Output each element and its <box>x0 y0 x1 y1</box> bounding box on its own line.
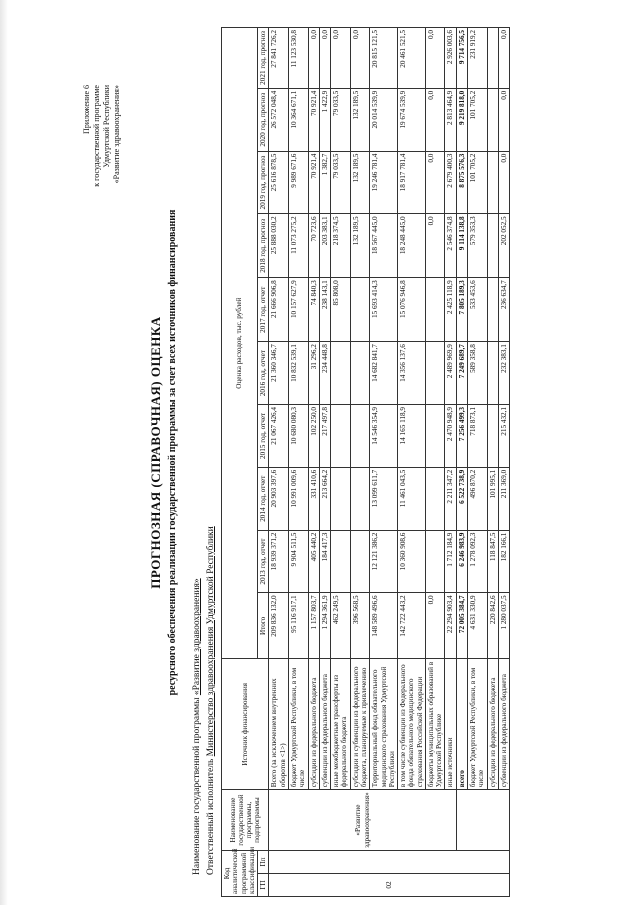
source-cell: субсидии из федерального бюджета <box>308 659 319 790</box>
value-cell: 220 842,6 <box>487 593 498 659</box>
source-cell: в том числе субвенции из Федерального фонда обязательного медицинского страхования Российской Федерации <box>398 659 426 790</box>
value-cell: 6 246 983,9 <box>456 530 467 593</box>
value-cell: 2 926 003,6 <box>445 28 456 89</box>
value-cell: 7 249 689,7 <box>456 342 467 405</box>
table-body <box>269 28 510 897</box>
value-cell: 217 497,8 <box>319 404 330 467</box>
scan-edge <box>0 0 8 905</box>
value-cell: 18 939 371,2 <box>269 530 289 593</box>
value-cell: 15 076 946,8 <box>398 278 426 342</box>
value-cell <box>487 151 498 214</box>
table-row <box>350 28 370 897</box>
value-cell: 1 278 092,3 <box>468 530 488 593</box>
value-cell: 21 666 906,8 <box>269 278 289 342</box>
value-cell <box>350 342 370 405</box>
value-cell: 2 211 347,2 <box>445 467 456 530</box>
source-cell: бюджеты муниципальных образований в Удмуртской Республике <box>425 659 445 790</box>
value-cell: 13 099 611,7 <box>370 467 398 530</box>
value-cell: 589 358,8 <box>468 342 488 405</box>
header-year: 2019 год, прогноз <box>258 151 269 214</box>
value-cell: 27 841 726,2 <box>269 28 289 89</box>
program-line <box>192 578 202 875</box>
value-cell: 7 805 189,3 <box>456 278 467 342</box>
value-cell <box>331 530 351 593</box>
value-cell: 101 705,2 <box>468 151 488 214</box>
value-cell: 184 417,3 <box>319 530 330 593</box>
value-cell: 2 470 948,9 <box>445 404 456 467</box>
value-cell <box>350 278 370 342</box>
value-cell: 231 919,2 <box>468 28 488 89</box>
value-cell: 213 664,2 <box>319 467 330 530</box>
value-cell: 10 832 539,1 <box>288 342 308 405</box>
table-row <box>445 28 456 897</box>
value-cell <box>487 342 498 405</box>
value-cell: 1 422,9 <box>319 88 330 151</box>
executor-label: Ответственный исполнитель <box>206 756 216 875</box>
value-cell <box>425 278 445 342</box>
value-cell: 218 374,5 <box>331 214 351 278</box>
value-cell: 9 219 818,0 <box>456 88 467 151</box>
value-cell: 1 294 361,9 <box>319 593 330 659</box>
table-row <box>269 28 289 897</box>
value-cell: 405 440,2 <box>308 530 319 593</box>
value-cell: 31 296,2 <box>308 342 319 405</box>
value-cell: 462 249,5 <box>331 593 351 659</box>
source-cell: субвенции из федерального бюджета <box>319 659 330 790</box>
source-cell: субсидии из федерального бюджета <box>487 659 498 790</box>
value-cell: 1 280 037,5 <box>498 593 509 659</box>
value-cell: 0,0 <box>498 88 509 151</box>
document-subtitle: ресурсного обеспечения реализации государственной программы за счет всех источников финансирования <box>167 209 178 696</box>
appendix-line: Удмуртской Республики <box>102 85 111 168</box>
value-cell <box>350 467 370 530</box>
value-cell: 12 121 386,2 <box>370 530 398 593</box>
value-cell: 132 189,5 <box>350 151 370 214</box>
subprogram-name-cell <box>456 790 509 851</box>
value-cell: 19 246 781,4 <box>370 151 398 214</box>
header-name: Наименование государственной программы, подпрограммы <box>222 790 269 851</box>
pp-code-cell <box>269 850 510 873</box>
funding-table-wrapper <box>221 27 510 897</box>
value-cell <box>487 278 498 342</box>
value-cell: 10 991 009,6 <box>288 467 308 530</box>
program-label: Наименование государственной программы <box>192 695 202 875</box>
value-cell: 102 250,0 <box>308 404 319 467</box>
table-row <box>398 28 426 897</box>
value-cell: 2 425 118,9 <box>445 278 456 342</box>
source-cell: субвенции из федерального бюджета <box>498 659 509 790</box>
value-cell: 20 815 121,5 <box>370 28 398 89</box>
value-cell: 0,0 <box>425 88 445 151</box>
header-year: 2015 год, отчет <box>258 404 269 467</box>
value-cell: 234 448,8 <box>319 342 330 405</box>
appendix-note <box>82 85 122 255</box>
value-cell: 21 360 346,7 <box>269 342 289 405</box>
value-cell: 142 722 443,2 <box>398 593 426 659</box>
value-cell: 1 712 184,9 <box>445 530 456 593</box>
header-pp: Пп <box>258 850 269 873</box>
program-value: «Развитие здравоохранения» <box>192 578 202 696</box>
value-cell: 232 383,1 <box>498 342 509 405</box>
table-row <box>468 28 488 897</box>
value-cell: 18 248 445,0 <box>398 214 426 278</box>
value-cell: 18 567 445,0 <box>370 214 398 278</box>
value-cell: 10 680 080,3 <box>288 404 308 467</box>
value-cell: 9 904 511,5 <box>288 530 308 593</box>
executor-line <box>206 526 216 875</box>
value-cell: 14 165 118,9 <box>398 404 426 467</box>
source-cell: Всего (за исключением внутренних оборотов <1>) <box>269 659 289 790</box>
header-year: 2013 год, отчет <box>258 530 269 593</box>
value-cell: 203 383,1 <box>319 214 330 278</box>
value-cell: 118 847,5 <box>487 530 498 593</box>
value-cell: 0,0 <box>425 214 445 278</box>
value-cell: 579 353,3 <box>468 214 488 278</box>
value-cell: 1 157 803,7 <box>308 593 319 659</box>
value-cell: 6 522 738,9 <box>456 467 467 530</box>
value-cell: 25 888 030,2 <box>269 214 289 278</box>
value-cell: 79 033,5 <box>331 151 351 214</box>
value-cell: 4 631 330,9 <box>468 593 488 659</box>
value-cell: 496 870,2 <box>468 467 488 530</box>
appendix-line: к государственной программе <box>92 85 101 187</box>
value-cell <box>487 28 498 89</box>
value-cell <box>487 404 498 467</box>
value-cell <box>487 88 498 151</box>
value-cell: 14 356 137,6 <box>398 342 426 405</box>
value-cell: 10 364 671,1 <box>288 88 308 151</box>
value-cell: 182 166,1 <box>498 530 509 593</box>
value-cell: 79 033,5 <box>331 88 351 151</box>
source-cell: всего <box>456 659 467 790</box>
header-year: 2017 год, отчет <box>258 278 269 342</box>
value-cell: 14 682 841,7 <box>370 342 398 405</box>
value-cell: 20 461 521,5 <box>398 28 426 89</box>
value-cell: 0,0 <box>319 28 330 89</box>
value-cell: 10 360 908,6 <box>398 530 426 593</box>
value-cell <box>350 404 370 467</box>
value-cell: 25 616 878,5 <box>269 151 289 214</box>
value-cell <box>425 530 445 593</box>
value-cell: 22 294 903,4 <box>445 593 456 659</box>
appendix-line: Приложение 6 <box>82 85 91 134</box>
value-cell: 15 693 414,3 <box>370 278 398 342</box>
value-cell: 10 157 627,9 <box>288 278 308 342</box>
value-cell: 26 572 048,4 <box>269 88 289 151</box>
value-cell: 11 461 043,5 <box>398 467 426 530</box>
header-gp: ГП <box>258 873 269 896</box>
value-cell: 7 256 499,3 <box>456 404 467 467</box>
header-source: Источник финансирования <box>222 659 269 790</box>
funding-table <box>221 27 510 897</box>
value-cell: 19 674 539,9 <box>398 88 426 151</box>
value-cell: 74 840,3 <box>308 278 319 342</box>
header-year: 2018 год, прогноз <box>258 214 269 278</box>
value-cell: 718 873,1 <box>468 404 488 467</box>
appendix-line: «Развитие здравоохранения» <box>112 85 121 184</box>
header-code: Код аналитической программной классификации <box>222 850 258 896</box>
header-year: Итого <box>258 593 269 659</box>
value-cell: 9 714 756,5 <box>456 28 467 89</box>
value-cell: 1 382,7 <box>319 151 330 214</box>
program-name-cell: «Развитие здравоохранения» <box>269 790 456 851</box>
table-row <box>331 28 351 897</box>
value-cell: 101 705,2 <box>468 88 488 151</box>
header-year: 2016 год, отчет <box>258 342 269 405</box>
value-cell <box>425 342 445 405</box>
source-cell: иные межбюджетные трансферты из федерального бюджета <box>331 659 351 790</box>
source-cell: бюджет Удмуртской Республики, в том числе <box>468 659 488 790</box>
value-cell: 14 546 354,9 <box>370 404 398 467</box>
table-row <box>498 28 509 897</box>
header-year: 2021 год, прогноз <box>258 28 269 89</box>
value-cell: 2 679 400,3 <box>445 151 456 214</box>
value-cell: 396 568,5 <box>350 593 370 659</box>
value-cell: 132 189,5 <box>350 214 370 278</box>
value-cell: 0,0 <box>425 28 445 89</box>
value-cell: 331 410,6 <box>308 467 319 530</box>
value-cell: 21 067 426,4 <box>269 404 289 467</box>
value-cell: 72 005 384,7 <box>456 593 467 659</box>
table-row <box>456 28 467 897</box>
value-cell: 215 432,1 <box>498 404 509 467</box>
value-cell: 20 014 539,9 <box>370 88 398 151</box>
table-row <box>370 28 398 897</box>
value-cell: 11 073 275,2 <box>288 214 308 278</box>
value-cell <box>331 404 351 467</box>
value-cell: 2 813 464,9 <box>445 88 456 151</box>
value-cell: 132 189,5 <box>350 88 370 151</box>
document-title: ПРОГНОЗНАЯ (СПРАВОЧНАЯ) ОЦЕНКА <box>148 316 163 589</box>
value-cell: 9 989 671,6 <box>288 151 308 214</box>
table-row <box>487 28 498 897</box>
value-cell: 70 921,4 <box>308 88 319 151</box>
value-cell: 0,0 <box>331 28 351 89</box>
value-cell: 0,0 <box>308 28 319 89</box>
value-cell: 238 143,1 <box>319 278 330 342</box>
header-year: 2020 год, прогноз <box>258 88 269 151</box>
value-cell: 95 116 917,1 <box>288 593 308 659</box>
value-cell: 202 052,5 <box>498 214 509 278</box>
executor-value: Министерство здравоохранения Удмуртской Республики <box>206 526 216 757</box>
value-cell <box>425 404 445 467</box>
value-cell <box>487 214 498 278</box>
value-cell: 211 369,0 <box>498 467 509 530</box>
value-cell: 2 489 969,9 <box>445 342 456 405</box>
value-cell: 101 995,1 <box>487 467 498 530</box>
value-cell: 18 917 781,4 <box>398 151 426 214</box>
value-cell <box>331 467 351 530</box>
value-cell: 20 903 397,6 <box>269 467 289 530</box>
value-cell: 11 123 530,8 <box>288 28 308 89</box>
table-row <box>319 28 330 897</box>
value-cell: 0,0 <box>425 151 445 214</box>
value-cell: 209 836 132,0 <box>269 593 289 659</box>
value-cell: 0,0 <box>498 151 509 214</box>
table-row <box>308 28 319 897</box>
value-cell: 236 634,7 <box>498 278 509 342</box>
value-cell: 0,0 <box>425 593 445 659</box>
source-cell: бюджет Удмуртской Республики, в том числе <box>288 659 308 790</box>
value-cell: 533 453,6 <box>468 278 488 342</box>
source-cell: Территориальный фонд обязательного медицинского страхования Удмуртской Республики <box>370 659 398 790</box>
value-cell: 0,0 <box>350 28 370 89</box>
value-cell: 0,0 <box>498 28 509 89</box>
gp-code-cell: 02 <box>269 873 510 896</box>
table-row <box>425 28 445 897</box>
header-row-1 <box>222 28 258 897</box>
value-cell: 8 875 576,3 <box>456 151 467 214</box>
value-cell: 70 723,6 <box>308 214 319 278</box>
value-cell: 9 114 138,8 <box>456 214 467 278</box>
value-cell <box>331 342 351 405</box>
value-cell <box>425 467 445 530</box>
header-year: 2014 год, отчет <box>258 467 269 530</box>
table-row <box>288 28 308 897</box>
value-cell: 2 546 374,8 <box>445 214 456 278</box>
value-cell: 85 808,0 <box>331 278 351 342</box>
value-cell: 148 589 496,6 <box>370 593 398 659</box>
source-cell: субсидии и субвенции из федерального бюджета, планируемые к привлечению <box>350 659 370 790</box>
value-cell: 70 921,4 <box>308 151 319 214</box>
header-estimate: Оценка расходов, тыс. рублей <box>222 28 258 659</box>
source-cell: иные источники <box>445 659 456 790</box>
value-cell <box>350 530 370 593</box>
